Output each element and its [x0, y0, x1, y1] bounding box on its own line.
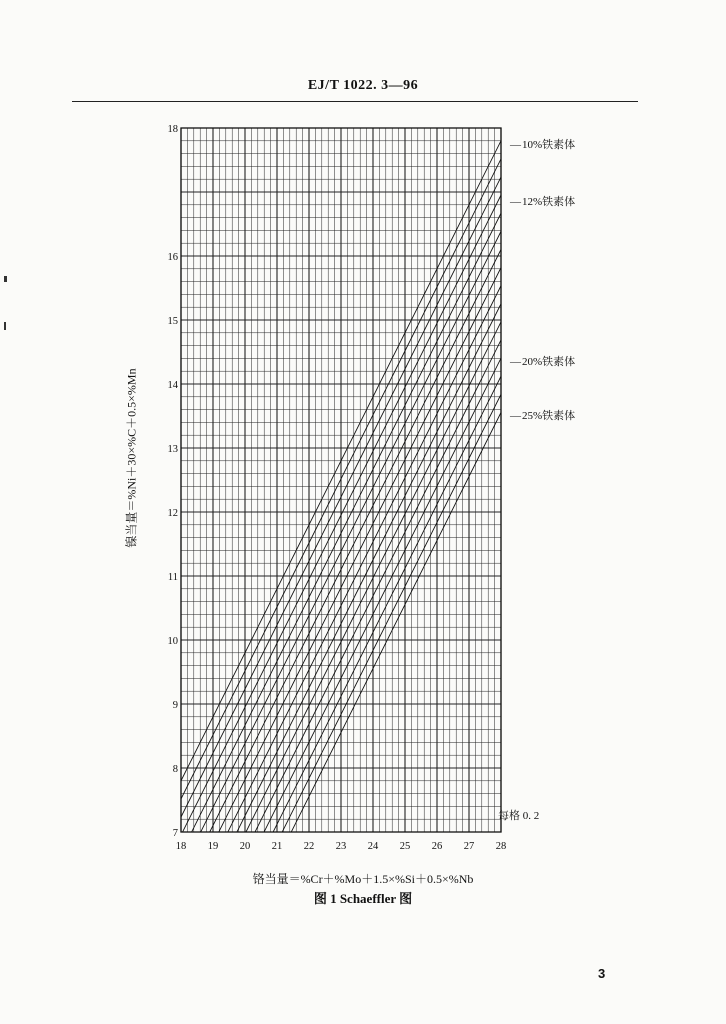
- grid-spacing-note: 每格 0. 2: [498, 810, 540, 822]
- x-axis-label: 铬当量＝%Cr＋%Mo＋1.5×%Si＋0.5×%Nb: [252, 872, 474, 886]
- y-tick-label: 12: [167, 508, 178, 519]
- page-number: 3: [598, 966, 606, 981]
- y-tick-label: 14: [167, 380, 178, 391]
- y-tick-label: 15: [167, 316, 178, 327]
- y-tick-label: 11: [167, 572, 178, 583]
- y-tick-label: 18: [167, 124, 178, 135]
- x-tick-label: 26: [431, 841, 443, 852]
- x-tick-label: 18: [175, 841, 187, 852]
- y-axis-label: 镍当量＝%Ni＋30×%C＋0.5×%Mn: [124, 368, 139, 548]
- y-tick-label: 9: [172, 700, 178, 711]
- x-tick-labels: [176, 841, 507, 852]
- x-tick-label: 23: [335, 841, 347, 852]
- x-tick-label: 21: [271, 841, 283, 852]
- y-tick-label: 10: [167, 636, 178, 647]
- major-grid: [181, 128, 501, 832]
- line-label-25: —25%铁素体: [510, 410, 576, 422]
- x-tick-label: 28: [495, 841, 507, 852]
- y-tick-label: 7: [172, 828, 178, 839]
- line-label-10: —10%铁素体: [510, 139, 576, 151]
- x-tick-label: 22: [303, 841, 315, 852]
- y-tick-labels: [168, 124, 179, 839]
- y-tick-label: 13: [167, 444, 178, 455]
- x-tick-label: 19: [207, 841, 219, 852]
- margin-mark: [4, 276, 7, 282]
- figure-caption: 图 1 Schaeffler 图: [313, 891, 413, 906]
- x-tick-label: 27: [463, 841, 475, 852]
- margin-mark: [4, 322, 6, 330]
- x-tick-label: 24: [367, 841, 379, 852]
- y-tick-label: 16: [167, 252, 178, 263]
- document-code: EJ/T 1022. 3—96: [307, 78, 419, 93]
- y-tick-label: 8: [172, 764, 178, 775]
- line-label-12: —12%铁素体: [510, 196, 576, 208]
- x-tick-label: 20: [239, 841, 251, 852]
- x-tick-label: 25: [399, 841, 411, 852]
- line-label-20: —20%铁素体: [510, 356, 576, 368]
